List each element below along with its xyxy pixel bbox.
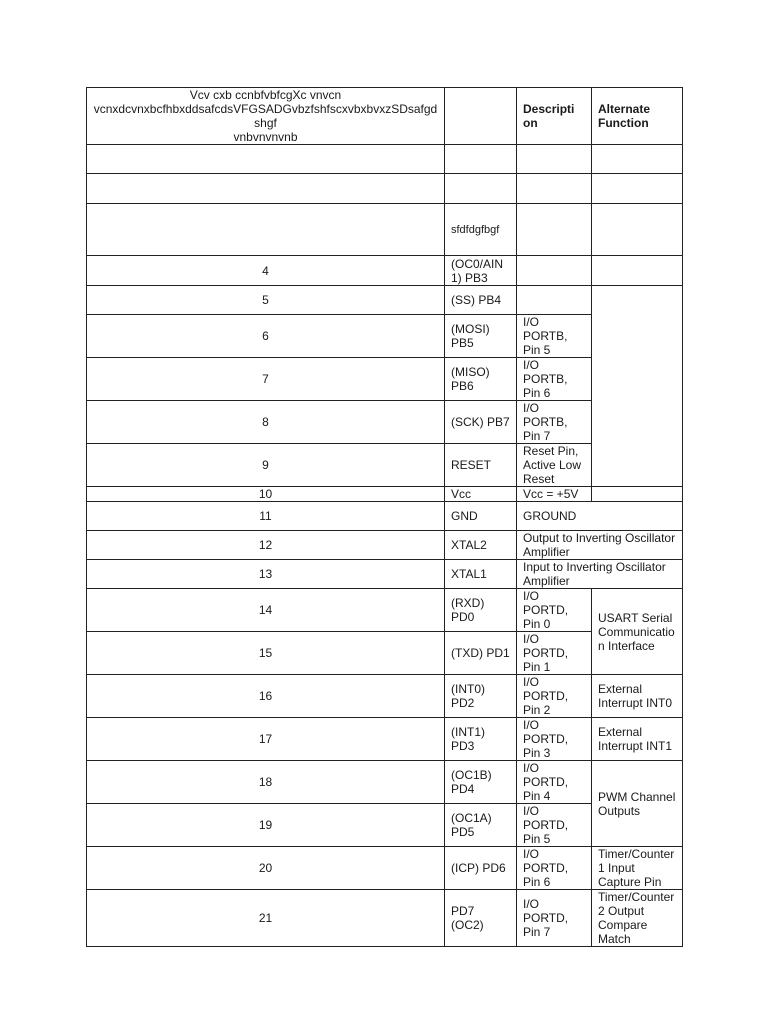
alternate-function-header: Alternate Function bbox=[592, 88, 683, 145]
pin-number: 20 bbox=[87, 847, 445, 890]
pin-number: 18 bbox=[87, 761, 445, 804]
pin-description: I/O PORTB, Pin 6 bbox=[517, 358, 592, 401]
pin-description: GROUND bbox=[517, 502, 683, 531]
description-header: Descripti on bbox=[517, 88, 592, 145]
pin-description: Vcc = +5V bbox=[517, 487, 592, 502]
pin-name: (MOSI) PB5 bbox=[445, 315, 517, 358]
pin-alternate bbox=[592, 174, 683, 204]
table-row bbox=[87, 890, 683, 947]
table-row bbox=[87, 531, 683, 560]
pin-name: XTAL2 bbox=[445, 531, 517, 560]
pin-description: Output to Inverting Oscillator Amplifier bbox=[517, 531, 683, 560]
pin-name: GND bbox=[445, 502, 517, 531]
pin-description: I/O PORTD, Pin 7 bbox=[517, 890, 592, 947]
pin-alternate: External Interrupt INT1 bbox=[592, 718, 683, 761]
pin-number: 5 bbox=[87, 286, 445, 315]
header-row bbox=[87, 88, 683, 145]
pin-description: I/O PORTD, Pin 2 bbox=[517, 675, 592, 718]
pin-alternate: Timer/Counter1 Input Capture Pin bbox=[592, 847, 683, 890]
table-row bbox=[87, 675, 683, 718]
pin-alternate bbox=[592, 487, 683, 502]
pin-name bbox=[445, 145, 517, 174]
pin-name: (SCK) PB7 bbox=[445, 401, 517, 444]
pin-number: 10 bbox=[87, 487, 445, 502]
pin-description: Reset Pin, Active Low Reset bbox=[517, 444, 592, 487]
table-row bbox=[87, 145, 683, 174]
pin-number: 19 bbox=[87, 804, 445, 847]
pin-description bbox=[517, 204, 592, 256]
pin-number: 21 bbox=[87, 890, 445, 947]
table-row bbox=[87, 174, 683, 204]
pin-name: PD7 (OC2) bbox=[445, 890, 517, 947]
pin-description: I/O PORTD, Pin 0 bbox=[517, 589, 592, 632]
pin-name: (OC1B) PD4 bbox=[445, 761, 517, 804]
pin-number bbox=[87, 174, 445, 204]
pin-alternate: USART Serial Communication Interface bbox=[592, 589, 683, 675]
pin-description: I/O PORTD, Pin 5 bbox=[517, 804, 592, 847]
pin-number: 12 bbox=[87, 531, 445, 560]
pin-table bbox=[86, 87, 683, 947]
title-line-2: vcnxdcvnxbcfhbxddsafcdsVFGSADGvbzfshfscxvbxbvxzSDsafgdshgf bbox=[93, 102, 438, 130]
pin-name: (RXD) PD0 bbox=[445, 589, 517, 632]
pin-number: 4 bbox=[87, 256, 445, 286]
pin-number: 17 bbox=[87, 718, 445, 761]
pin-description bbox=[517, 286, 592, 315]
pin-alternate bbox=[592, 145, 683, 174]
pin-name: (TXD) PD1 bbox=[445, 632, 517, 675]
pin-name: RESET bbox=[445, 444, 517, 487]
pin-number: 14 bbox=[87, 589, 445, 632]
pin-name: (INT0) PD2 bbox=[445, 675, 517, 718]
pin-alternate bbox=[592, 256, 683, 286]
table-row bbox=[87, 718, 683, 761]
pin-description: Input to Inverting Oscillator Amplifier bbox=[517, 560, 683, 589]
pin-name: (SS) PB4 bbox=[445, 286, 517, 315]
pin-number: 11 bbox=[87, 502, 445, 531]
pin-name: (INT1) PD3 bbox=[445, 718, 517, 761]
table-row bbox=[87, 560, 683, 589]
pin-number: 13 bbox=[87, 560, 445, 589]
pin-description: I/O PORTD, Pin 4 bbox=[517, 761, 592, 804]
title-cell bbox=[87, 88, 445, 145]
title-line-1: Vcv cxb ccnbfvbfcgXc vnvcn bbox=[189, 88, 342, 102]
table-row bbox=[87, 847, 683, 890]
pin-number: 8 bbox=[87, 401, 445, 444]
pin-name bbox=[445, 174, 517, 204]
table-row bbox=[87, 286, 683, 315]
pin-number: 7 bbox=[87, 358, 445, 401]
pin-description bbox=[517, 174, 592, 204]
pin-description bbox=[517, 145, 592, 174]
name-header bbox=[445, 88, 517, 145]
pin-name: (MISO) PB6 bbox=[445, 358, 517, 401]
pin-number: 16 bbox=[87, 675, 445, 718]
pin-description: I/O PORTD, Pin 1 bbox=[517, 632, 592, 675]
pin-description: I/O PORTD, Pin 6 bbox=[517, 847, 592, 890]
title-line-3: vnbvnvnvnb bbox=[233, 130, 298, 144]
pin-number: 15 bbox=[87, 632, 445, 675]
pin-number: 9 bbox=[87, 444, 445, 487]
pin-name: (OC1A) PD5 bbox=[445, 804, 517, 847]
pin-description: I/O PORTB, Pin 7 bbox=[517, 401, 592, 444]
pin-alternate bbox=[592, 286, 683, 487]
table-row bbox=[87, 256, 683, 286]
pin-name: (ICP) PD6 bbox=[445, 847, 517, 890]
pin-alternate bbox=[592, 204, 683, 256]
table-row bbox=[87, 761, 683, 804]
pin-name: sfdfdgfbgf bbox=[445, 204, 517, 256]
pin-number: 6 bbox=[87, 315, 445, 358]
pin-description bbox=[517, 256, 592, 286]
pin-number bbox=[87, 145, 445, 174]
pin-description: I/O PORTB, Pin 5 bbox=[517, 315, 592, 358]
table-row bbox=[87, 502, 683, 531]
pin-number bbox=[87, 204, 445, 256]
pin-alternate: PWM Channel Outputs bbox=[592, 761, 683, 847]
table-row bbox=[87, 487, 683, 502]
pin-name: Vcc bbox=[445, 487, 517, 502]
table-row bbox=[87, 589, 683, 632]
pin-name: (OC0/AIN 1) PB3 bbox=[445, 256, 517, 286]
pin-alternate: External Interrupt INT0 bbox=[592, 675, 683, 718]
pin-alternate: Timer/Counter2 Output Compare Match bbox=[592, 890, 683, 947]
pin-name: XTAL1 bbox=[445, 560, 517, 589]
pin-description: I/O PORTD, Pin 3 bbox=[517, 718, 592, 761]
table-row bbox=[87, 204, 683, 256]
